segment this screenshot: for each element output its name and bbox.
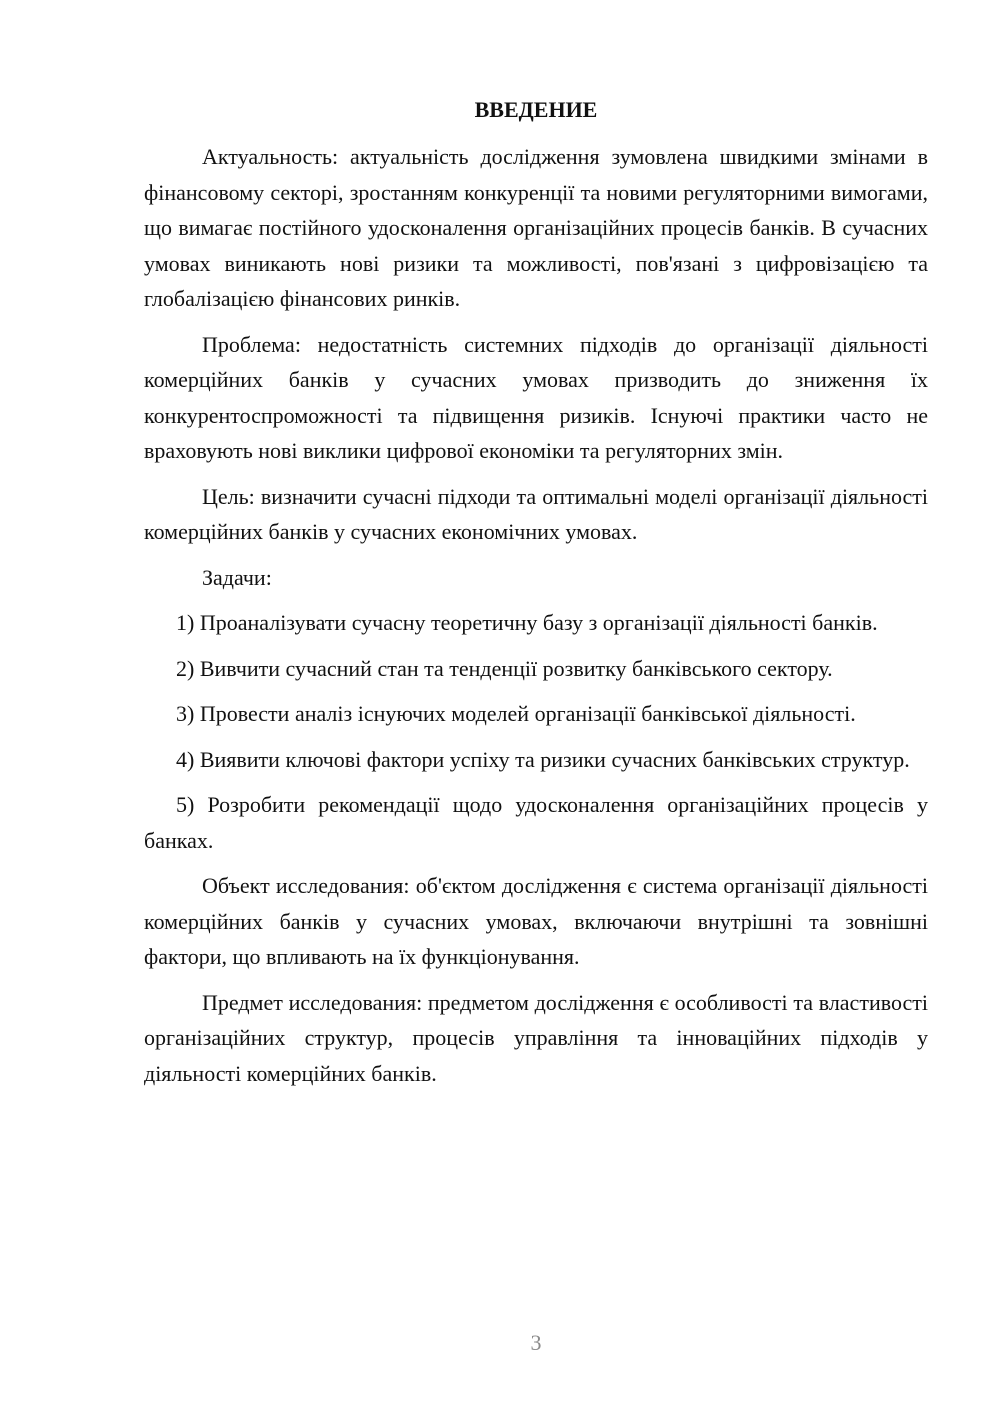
task-item-2: 2) Вивчити сучасний стан та тенденції розвитку банківського сектору. (176, 655, 833, 681)
document-page (144, 92, 928, 1091)
task-item-1: 1) Проаналізувати сучасну теоретичну базу з організації діяльності банків. (176, 610, 878, 635)
task-item-4: 4) Виявити ключові фактори успіху та ризики сучасних банківських структур. (176, 746, 910, 772)
page-title: ВВЕДЕНИЕ (474, 97, 598, 122)
paragraph-goal: Цель: визначити сучасні підходи та оптимальні моделі організації діяльності комерційних банків у сучасних економічних умовах. (144, 483, 928, 544)
paragraph-relevance: Актуальность: актуальність дослідження зумовлена швидкими змінами в фінансовому секторі, зростанням конкуренції та новими регуляторними вимогами, що вимагає постійного удосконалення організаційних процесів банків. В сучасних умовах виникають нові ризики та можливості, пов'язані з цифровізацією та глобалізацією фінансових ринків. (144, 144, 928, 311)
paragraph-object: Объект исследования: об'єктом дослідження є система організації діяльності комерційних банків у сучасних умовах, включаючи внутрішні та зовнішні фактори, що впливають на їх функціонування. (144, 873, 928, 969)
task-item-5: 5) Розробити рекомендації щодо удосконалення організаційних процесів у банках. (144, 792, 928, 853)
task-item-3: 3) Провести аналіз існуючих моделей організації банківської діяльності. (176, 701, 856, 726)
paragraph-subject: Предмет исследования: предметом дослідження є особливості та властивості організаційних структур, процесів управління та інноваційних підходів у діяльності комерційних банків. (144, 989, 928, 1086)
page-number: 3 (530, 1330, 542, 1355)
paragraph-problem: Проблема: недостатність системних підходів до організації діяльності комерційних банків у сучасних умовах призводить до зниження їх конкурентоспроможності та підвищення ризиків. Існуючі практики часто не враховують нові виклики цифрової економіки та регуляторних змін. (144, 331, 928, 463)
tasks-heading: Задачи: (202, 564, 272, 590)
